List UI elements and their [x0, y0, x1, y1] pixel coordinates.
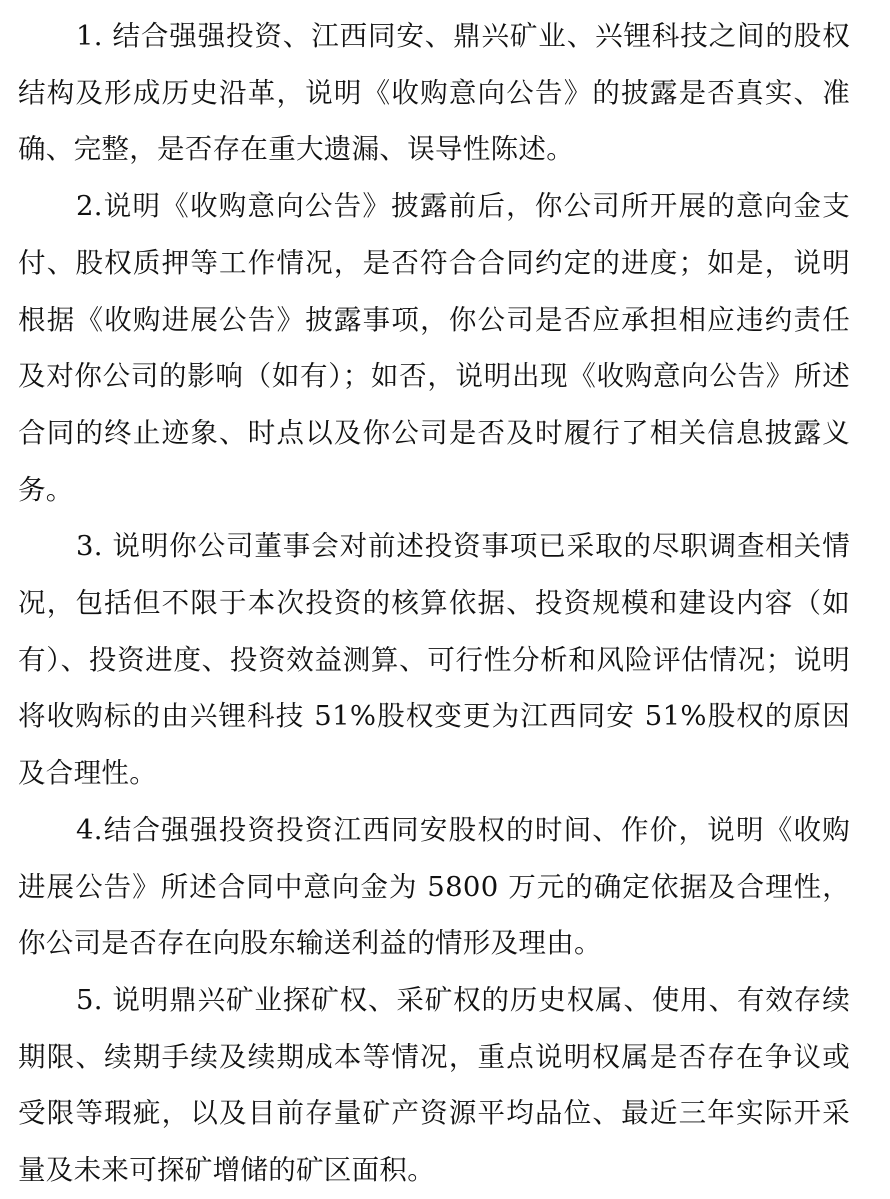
paragraph-3: 3. 说明你公司董事会对前述投资事项已采取的尽职调查相关情况，包括但不限于本次投资的核算依据、投资规模和建设内容（如有）、投资进度、投资效益测算、可行性分析和风险评估情况；说明将收购标的由兴锂科技 51%股权变更为江西同安 51%股权的原因及合理性。 — [18, 530, 850, 790]
document-body — [18, 8, 850, 1199]
paragraph-5: 5. 说明鼎兴矿业探矿权、采矿权的历史权属、使用、有效存续期限、续期手续及续期成本等情况，重点说明权属是否存在争议或受限等瑕疵，以及目前存量矿产资源平均品位、最近三年实际开采量及未来可探矿增储的矿区面积。 — [18, 983, 850, 1187]
paragraph-1: 1. 结合强强投资、江西同安、鼎兴矿业、兴锂科技之间的股权结构及形成历史沿革，说明《收购意向公告》的披露是否真实、准确、完整，是否存在重大遗漏、误导性陈述。 — [18, 20, 850, 166]
paragraph-4: 4.结合强强投资投资江西同安股权的时间、作价，说明《收购进展公告》所述合同中意向金为 5800 万元的确定依据及合理性，你公司是否存在向股东输送利益的情形及理由。 — [18, 813, 850, 960]
paragraph-2: 2.说明《收购意向公告》披露前后，你公司所开展的意向金支付、股权质押等工作情况，是否符合合同约定的进度；如是，说明根据《收购进展公告》披露事项，你公司是否应承担相应违约责任及对你公司的影响（如有）；如否，说明出现《收购意向公告》所述合同的终止迹象、时点以及你公司是否及时履行了相关信息披露义务。 — [18, 190, 850, 506]
